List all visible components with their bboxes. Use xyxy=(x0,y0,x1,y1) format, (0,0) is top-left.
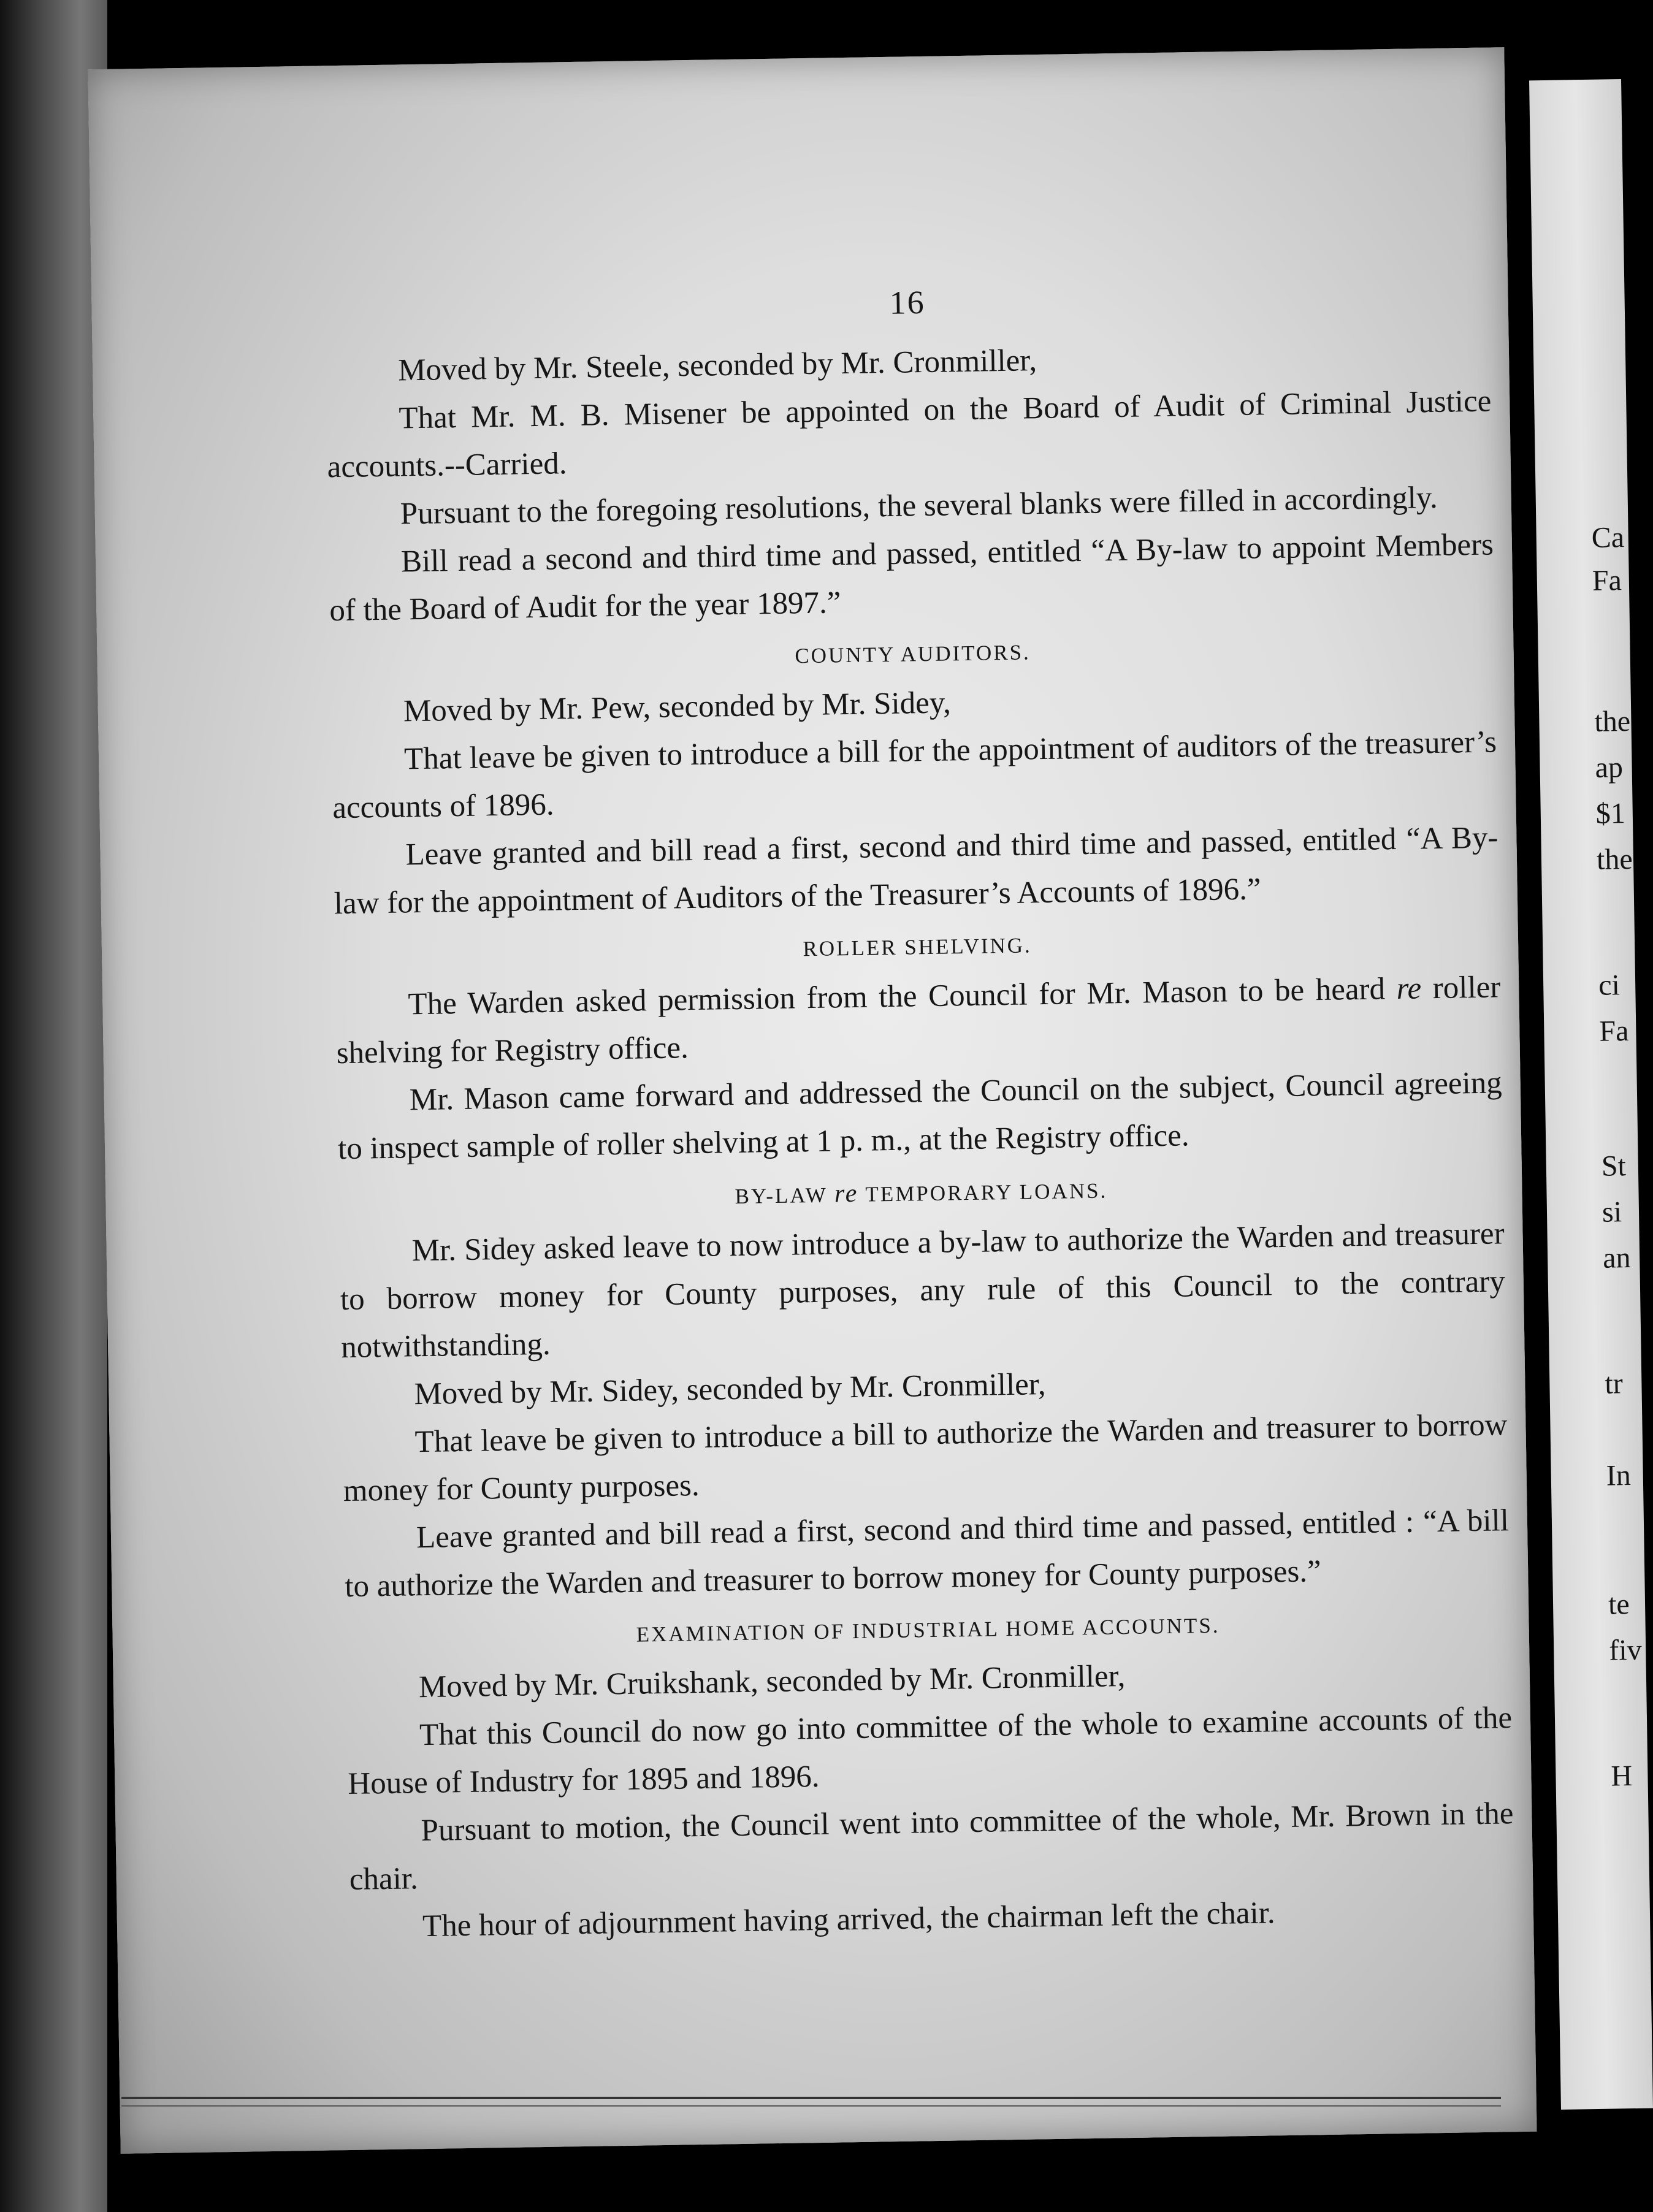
facing-page-text: ap xyxy=(1595,751,1624,784)
italic-term: re xyxy=(1396,971,1422,1007)
page-body xyxy=(324,274,1515,1951)
paragraph: Mr. Mason came forward and addressed the Council on the subject, Council agreeing to inspect sample of roller shelving at 1 p. m., at the Registry office. xyxy=(337,1066,1503,1167)
facing-page-text: te xyxy=(1608,1588,1630,1621)
page-number: 16 xyxy=(889,283,926,321)
page-bottom-edge xyxy=(121,2097,1501,2107)
facing-page-text: Fa xyxy=(1598,1015,1629,1048)
paragraph: Moved by Mr. Pew, seconded by Mr. Sidey, xyxy=(403,685,952,729)
section-heading: COUNTY AUDITORS. xyxy=(795,640,1031,668)
facing-page-text: In xyxy=(1606,1459,1632,1492)
book-spine-edge xyxy=(0,0,107,2212)
text-run: The Warden asked permission from the Council for Mr. Mason to be heard xyxy=(408,972,1397,1022)
paragraph: Pursuant to the foregoing resolutions, the several blanks were filled in accordingly. xyxy=(400,480,1438,532)
book-page xyxy=(88,47,1537,2154)
text-run: BY-LAW xyxy=(735,1183,835,1209)
paragraph: That this Council do now go into committee of the whole to examine accounts of the House of Industry for 1895 and 1896. xyxy=(347,1701,1513,1802)
facing-page-text: Fa xyxy=(1592,564,1622,597)
text-run: roller shelving for Registry office. xyxy=(336,970,1501,1071)
facing-page-text: fiv xyxy=(1608,1633,1642,1667)
text-run: TEMPORARY LOANS. xyxy=(858,1178,1108,1207)
page-content xyxy=(326,329,1516,1951)
paragraph: Moved by Mr. Sidey, seconded by Mr. Cronmiller, xyxy=(414,1367,1046,1412)
facing-page-text: $1 xyxy=(1595,797,1626,830)
facing-page-text: the xyxy=(1594,704,1631,738)
paragraph: Mr. Sidey asked leave to now introduce a by-law to authorize the Warden and treasurer to borrow money for County purposes, any rule of this Council to the contrary notwithstanding. xyxy=(340,1216,1506,1365)
italic-term: re xyxy=(834,1179,859,1208)
paragraph: That leave be given to introduce a bill to authorize the Warden and treasurer to borrow money for County purposes. xyxy=(343,1408,1508,1509)
facing-page-text: Ca xyxy=(1591,521,1625,554)
paragraph: The hour of adjournment having arrived, the chairman left the chair. xyxy=(422,1896,1276,1944)
facing-page-text: the xyxy=(1596,842,1633,876)
section-heading: EXAMINATION OF INDUSTRIAL HOME ACCOUNTS. xyxy=(636,1613,1220,1647)
paragraph: Leave granted and bill read a first, second and third time and passed, entitled : “A bill to authorize the Warden and treasurer to borrow money for County purposes.” xyxy=(344,1503,1510,1604)
facing-page-text: St xyxy=(1601,1150,1627,1183)
paragraph: That leave be given to introduce a bill for the appointment of auditors of the treasurer’s accounts of 1896. xyxy=(332,725,1497,826)
paragraph: Moved by Mr. Cruikshank, seconded by Mr. Cronmiller, xyxy=(418,1659,1126,1705)
facing-page-text: an xyxy=(1602,1241,1631,1275)
facing-page-text: ci xyxy=(1598,969,1621,1002)
facing-page-text: H xyxy=(1611,1760,1633,1793)
paragraph: That Mr. M. B. Misener be appointed on the Board of Audit of Criminal Justice accounts.--Carried. xyxy=(327,384,1492,485)
section-heading: ROLLER SHELVING. xyxy=(803,933,1033,961)
paragraph: Leave granted and bill read a first, second and third time and passed, entitled “A By-law for the appointment of Auditors of the Treasurer’s Accounts of 1896.” xyxy=(334,820,1498,921)
paragraph: Bill read a second and third time and passed, entitled “A By-law to appoint Members of the Board of Audit for the year 1897.” xyxy=(329,527,1494,628)
paragraph: Moved by Mr. Steele, seconded by Mr. Cronmiller, xyxy=(397,343,1037,388)
facing-page-text: tr xyxy=(1605,1367,1624,1400)
paragraph xyxy=(335,963,1502,1077)
paragraph: Pursuant to motion, the Council went into committee of the whole, Mr. Brown in the chair. xyxy=(349,1796,1514,1897)
facing-page-text: si xyxy=(1601,1196,1622,1229)
